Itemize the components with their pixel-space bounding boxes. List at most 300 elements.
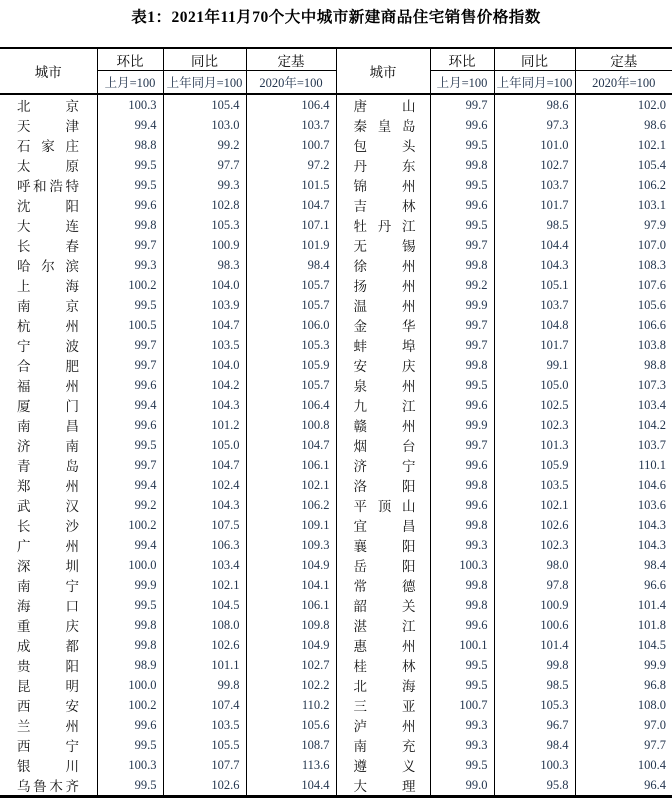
mom-value: 99.6: [430, 615, 494, 635]
city-name-cell: [0, 94, 97, 115]
table-body: [0, 94, 672, 797]
table-row: [0, 215, 672, 235]
yoy-value: 101.1: [163, 655, 246, 675]
mom-value: 99.2: [97, 495, 163, 515]
city-name: 上海: [17, 279, 79, 294]
fixed-base-value: 106.1: [246, 595, 336, 615]
city-name-cell: [336, 575, 430, 595]
city-name: 沈阳: [17, 199, 79, 214]
yoy-value: 103.9: [163, 295, 246, 315]
city-name-cell: [336, 475, 430, 495]
fixed-base-value: 104.9: [246, 635, 336, 655]
city-name: 秦皇岛: [353, 119, 416, 134]
fixed-base-value: 108.3: [637, 257, 666, 272]
city-name: 三亚: [353, 699, 416, 714]
yoy-value: 104.4: [494, 235, 575, 255]
subheader-mom-base-left: 上月=100: [97, 71, 163, 95]
fixed-base-value: 96.8: [644, 677, 666, 692]
yoy-value: 104.2: [163, 375, 246, 395]
table-row: [0, 675, 672, 695]
city-name-cell: [336, 775, 430, 797]
city-name: 徐州: [353, 259, 416, 274]
city-name: 湛江: [353, 619, 416, 634]
city-name-cell: [336, 295, 430, 315]
table-row: [0, 735, 672, 755]
yoy-value: 104.7: [163, 315, 246, 335]
fixed-base-value: 101.9: [246, 235, 336, 255]
mom-value: 99.6: [97, 195, 163, 215]
yoy-value: 98.5: [494, 215, 575, 235]
yoy-value: 105.4: [163, 94, 246, 115]
yoy-value: 103.5: [163, 335, 246, 355]
mom-value: 98.8: [97, 135, 163, 155]
fixed-base-value: 101.4: [637, 597, 666, 612]
city-name-cell: [336, 255, 430, 275]
fixed-base-value: 105.4: [637, 157, 666, 172]
fixed-base-value: 113.6: [246, 755, 336, 775]
city-name: 广州: [17, 539, 79, 554]
yoy-value: 101.4: [494, 635, 575, 655]
mom-value: 99.5: [97, 435, 163, 455]
yoy-value: 107.4: [163, 695, 246, 715]
table-row: [0, 355, 672, 375]
city-name-cell: [0, 395, 97, 415]
mom-value: 99.2: [430, 275, 494, 295]
city-name: 郑州: [17, 479, 79, 494]
table-row: [0, 94, 672, 115]
city-name: 锦州: [353, 179, 416, 194]
city-name-cell: [0, 535, 97, 555]
fixed-base-value: 104.4: [246, 775, 336, 797]
city-name: 泸州: [353, 719, 416, 734]
city-name: 西宁: [17, 739, 79, 754]
city-name-cell: [0, 115, 97, 135]
mom-value: 99.6: [430, 395, 494, 415]
yoy-value: 104.8: [494, 315, 575, 335]
city-name-cell: [0, 695, 97, 715]
city-name-cell: [0, 715, 97, 735]
header-city-left: 城市: [0, 48, 97, 94]
city-name: 常德: [353, 579, 416, 594]
fixed-base-value: 96.6: [644, 577, 666, 592]
city-name-cell: [0, 155, 97, 175]
city-name-cell: [0, 455, 97, 475]
mom-value: 99.8: [430, 255, 494, 275]
city-name-cell: [0, 375, 97, 395]
city-name: 大理: [353, 779, 416, 794]
city-name: 大连: [17, 219, 79, 234]
yoy-value: 105.5: [163, 735, 246, 755]
city-name-cell: [0, 495, 97, 515]
city-name: 扬州: [353, 279, 416, 294]
city-name-cell: [0, 415, 97, 435]
mom-value: 99.5: [97, 175, 163, 195]
city-name: 岳阳: [353, 559, 416, 574]
city-name-cell: [336, 495, 430, 515]
city-name: 南京: [17, 299, 79, 314]
mom-value: 99.8: [430, 575, 494, 595]
fixed-base-value: 102.2: [246, 675, 336, 695]
mom-value: 99.7: [97, 455, 163, 475]
fixed-base-value: 102.1: [637, 137, 666, 152]
table-row: [0, 415, 672, 435]
subheader-mom-base-right: 上月=100: [430, 71, 494, 95]
city-name-cell: [336, 195, 430, 215]
fixed-base-value: 100.8: [246, 415, 336, 435]
fixed-base-value: 96.4: [644, 777, 666, 792]
table-row: [0, 395, 672, 415]
city-name: 长沙: [17, 519, 79, 534]
yoy-value: 103.5: [163, 715, 246, 735]
city-name: 济南: [17, 439, 79, 454]
city-name-cell: [336, 135, 430, 155]
mom-value: 98.9: [97, 655, 163, 675]
subheader-yoy-base-left: 上年同月=100: [163, 71, 246, 95]
yoy-value: 102.1: [163, 575, 246, 595]
fixed-base-value: 108.0: [637, 697, 666, 712]
table-row: [0, 535, 672, 555]
yoy-value: 99.8: [494, 655, 575, 675]
mom-value: 99.7: [97, 235, 163, 255]
city-name-cell: [336, 535, 430, 555]
yoy-value: 103.4: [163, 555, 246, 575]
city-name-cell: [0, 175, 97, 195]
city-name: 泉州: [353, 379, 416, 394]
city-name-cell: [336, 275, 430, 295]
table-row: [0, 455, 672, 475]
mom-value: 99.5: [97, 155, 163, 175]
city-name-cell: [336, 175, 430, 195]
yoy-value: 105.0: [494, 375, 575, 395]
fixed-base-value: 110.1: [638, 457, 666, 472]
mom-value: 100.2: [97, 695, 163, 715]
city-name-cell: [0, 195, 97, 215]
yoy-value: 97.3: [494, 115, 575, 135]
city-name: 济宁: [353, 459, 416, 474]
mom-value: 99.6: [430, 455, 494, 475]
fixed-base-value: 105.7: [246, 375, 336, 395]
yoy-value: 107.7: [163, 755, 246, 775]
mom-value: 100.2: [97, 275, 163, 295]
city-name-cell: [336, 315, 430, 335]
fixed-base-value: 108.7: [246, 735, 336, 755]
table-row: [0, 155, 672, 175]
city-name: 丹东: [353, 159, 416, 174]
fixed-base-value: 105.6: [246, 715, 336, 735]
city-name: 成都: [17, 639, 79, 654]
mom-value: 99.6: [97, 375, 163, 395]
mom-value: 99.6: [430, 195, 494, 215]
city-name: 杭州: [17, 319, 79, 334]
fixed-base-value: 104.3: [637, 517, 666, 532]
mom-value: 99.8: [430, 595, 494, 615]
city-name: 贵阳: [17, 659, 79, 674]
city-name: 太原: [17, 159, 79, 174]
city-name-cell: [336, 555, 430, 575]
yoy-value: 108.0: [163, 615, 246, 635]
header-yoy-right: 同比: [494, 48, 575, 71]
fixed-base-value: 110.2: [246, 695, 336, 715]
fixed-base-value: 100.7: [246, 135, 336, 155]
fixed-base-value: 98.8: [644, 357, 666, 372]
mom-value: 99.5: [430, 135, 494, 155]
fixed-base-value: 109.1: [246, 515, 336, 535]
city-name-cell: [336, 675, 430, 695]
header-city-right: 城市: [336, 48, 430, 94]
city-name-cell: [336, 715, 430, 735]
city-name-cell: [336, 375, 430, 395]
yoy-value: 105.1: [494, 275, 575, 295]
city-name: 桂林: [353, 659, 416, 674]
city-name: 乌鲁木齐: [17, 779, 79, 794]
table-row: [0, 555, 672, 575]
city-name-cell: [0, 595, 97, 615]
yoy-value: 100.9: [494, 595, 575, 615]
fixed-base-value: 100.4: [637, 757, 666, 772]
city-name: 无锡: [353, 239, 416, 254]
fixed-base-value: 104.6: [637, 477, 666, 492]
yoy-value: 103.7: [494, 175, 575, 195]
city-name-cell: [336, 435, 430, 455]
mom-value: 100.0: [97, 675, 163, 695]
table-row: [0, 775, 672, 797]
mom-value: 99.5: [97, 295, 163, 315]
mom-value: 99.4: [97, 475, 163, 495]
table-row: [0, 595, 672, 615]
city-name: 北海: [353, 679, 416, 694]
mom-value: 99.4: [97, 395, 163, 415]
fixed-base-value: 103.1: [637, 197, 666, 212]
mom-value: 99.4: [97, 115, 163, 135]
fixed-base-value: 106.6: [637, 317, 666, 332]
fixed-base-value: 106.0: [246, 315, 336, 335]
mom-value: 99.3: [430, 535, 494, 555]
table-row: [0, 655, 672, 675]
fixed-base-value: 97.9: [644, 217, 666, 232]
yoy-value: 101.7: [494, 335, 575, 355]
city-name: 宜昌: [353, 519, 416, 534]
fixed-base-value: 97.2: [246, 155, 336, 175]
yoy-value: 103.5: [494, 475, 575, 495]
city-name: 九江: [353, 399, 416, 414]
header-base-left: 定基: [246, 48, 336, 71]
mom-value: 99.3: [430, 715, 494, 735]
mom-value: 99.5: [97, 595, 163, 615]
city-name-cell: [0, 275, 97, 295]
city-name-cell: [336, 755, 430, 775]
table-row: [0, 235, 672, 255]
table-row: [0, 275, 672, 295]
yoy-value: 106.3: [163, 535, 246, 555]
table-row: [0, 435, 672, 455]
header-mom-left: 环比: [97, 48, 163, 71]
city-name-cell: [336, 635, 430, 655]
mom-value: 99.6: [97, 715, 163, 735]
city-name: 青岛: [17, 459, 79, 474]
table-row: [0, 115, 672, 135]
city-name: 赣州: [353, 419, 416, 434]
city-name: 天津: [17, 119, 79, 134]
yoy-value: 98.6: [494, 94, 575, 115]
fixed-base-value: 103.7: [246, 115, 336, 135]
page-title: 表1：2021年11月70个大中城市新建商品住宅销售价格指数: [131, 9, 541, 26]
city-name: 惠州: [353, 639, 416, 654]
city-name: 包头: [353, 139, 416, 154]
city-name: 洛阳: [353, 479, 416, 494]
yoy-value: 102.4: [163, 475, 246, 495]
yoy-value: 101.0: [494, 135, 575, 155]
yoy-value: 102.7: [494, 155, 575, 175]
mom-value: 99.0: [430, 775, 494, 797]
city-name: 深圳: [17, 559, 79, 574]
city-name: 南宁: [17, 579, 79, 594]
yoy-value: 102.3: [494, 535, 575, 555]
mom-value: 99.3: [430, 735, 494, 755]
city-name: 长春: [17, 239, 79, 254]
fixed-base-value: 107.3: [637, 377, 666, 392]
fixed-base-value: 105.7: [246, 275, 336, 295]
table-row: [0, 175, 672, 195]
mom-value: 99.7: [97, 355, 163, 375]
city-name: 韶关: [353, 599, 416, 614]
yoy-value: 104.3: [163, 495, 246, 515]
table-row: [0, 635, 672, 655]
fixed-base-value: 102.7: [246, 655, 336, 675]
table-row: [0, 695, 672, 715]
city-name: 襄阳: [353, 539, 416, 554]
yoy-value: 104.3: [494, 255, 575, 275]
city-name-cell: [336, 115, 430, 135]
fixed-base-value: 103.7: [637, 437, 666, 452]
city-name-cell: [0, 555, 97, 575]
city-name-cell: [336, 615, 430, 635]
city-name: 呼和浩特: [17, 179, 79, 194]
city-name: 北京: [17, 99, 79, 114]
city-name-cell: [336, 655, 430, 675]
mom-value: 99.5: [430, 655, 494, 675]
yoy-value: 99.8: [163, 675, 246, 695]
fixed-base-value: 104.3: [637, 537, 666, 552]
mom-value: 99.5: [430, 755, 494, 775]
mom-value: 100.1: [430, 635, 494, 655]
fixed-base-value: 104.7: [246, 195, 336, 215]
price-index-table: [0, 47, 672, 798]
city-name-cell: [0, 575, 97, 595]
city-name-cell: [336, 94, 430, 115]
city-name-cell: [336, 595, 430, 615]
fixed-base-value: 109.3: [246, 535, 336, 555]
yoy-value: 107.5: [163, 515, 246, 535]
mom-value: 99.7: [97, 335, 163, 355]
city-name-cell: [0, 215, 97, 235]
mom-value: 99.5: [97, 775, 163, 797]
table-row: [0, 335, 672, 355]
yoy-value: 98.0: [494, 555, 575, 575]
mom-value: 99.5: [430, 175, 494, 195]
fixed-base-value: 106.2: [246, 495, 336, 515]
city-name: 福州: [17, 379, 79, 394]
mom-value: 100.3: [97, 755, 163, 775]
fixed-base-value: 105.3: [246, 335, 336, 355]
city-name: 厦门: [17, 399, 79, 414]
yoy-value: 101.2: [163, 415, 246, 435]
fixed-base-value: 107.0: [637, 237, 666, 252]
city-name-cell: [0, 655, 97, 675]
fixed-base-value: 97.7: [644, 737, 666, 752]
city-name-cell: [336, 415, 430, 435]
header-base-right: 定基: [610, 53, 638, 69]
city-name: 宁波: [17, 339, 79, 354]
yoy-value: 102.3: [494, 415, 575, 435]
mom-value: 100.2: [97, 515, 163, 535]
city-name-cell: [0, 475, 97, 495]
city-name-cell: [0, 435, 97, 455]
city-name: 遵义: [353, 759, 416, 774]
yoy-value: 100.3: [494, 755, 575, 775]
table-row: [0, 295, 672, 315]
city-name: 温州: [353, 299, 416, 314]
city-name: 南昌: [17, 419, 79, 434]
city-name: 蚌埠: [353, 339, 416, 354]
city-name-cell: [336, 695, 430, 715]
table-row: [0, 755, 672, 775]
city-name-cell: [336, 355, 430, 375]
yoy-value: 103.0: [163, 115, 246, 135]
table-row: [0, 475, 672, 495]
fixed-base-value: 104.1: [246, 575, 336, 595]
city-name: 合肥: [17, 359, 79, 374]
yoy-value: 102.8: [163, 195, 246, 215]
yoy-value: 97.8: [494, 575, 575, 595]
yoy-value: 105.3: [163, 215, 246, 235]
yoy-value: 102.6: [163, 775, 246, 797]
fixed-base-value: 99.9: [644, 657, 666, 672]
mom-value: 99.8: [97, 615, 163, 635]
city-name-cell: [0, 635, 97, 655]
table-header: [0, 48, 672, 94]
mom-value: 99.6: [430, 115, 494, 135]
city-name: 平顶山: [353, 499, 416, 514]
yoy-value: 104.7: [163, 455, 246, 475]
table-row: [0, 495, 672, 515]
fixed-base-value: 101.5: [246, 175, 336, 195]
city-name-cell: [0, 315, 97, 335]
mom-value: 99.9: [97, 575, 163, 595]
mom-value: 99.5: [430, 215, 494, 235]
yoy-value: 100.9: [163, 235, 246, 255]
city-name: 吉林: [353, 199, 416, 214]
fixed-base-value: 98.4: [246, 255, 336, 275]
city-name-cell: [0, 755, 97, 775]
city-name-cell: [0, 255, 97, 275]
city-name: 西安: [17, 699, 79, 714]
city-name-cell: [336, 455, 430, 475]
fixed-base-value: 106.4: [246, 94, 336, 115]
mom-value: 99.4: [97, 535, 163, 555]
fixed-base-value: 98.4: [644, 557, 666, 572]
mom-value: 99.7: [430, 94, 494, 115]
city-name-cell: [336, 515, 430, 535]
city-name-cell: [336, 335, 430, 355]
mom-value: 99.7: [430, 435, 494, 455]
city-name-cell: [0, 235, 97, 255]
mom-value: 99.5: [430, 375, 494, 395]
table-row: [0, 575, 672, 595]
mom-value: 99.8: [430, 475, 494, 495]
mom-value: 99.7: [430, 235, 494, 255]
city-name: 海口: [17, 599, 79, 614]
city-name: 石家庄: [17, 139, 79, 154]
